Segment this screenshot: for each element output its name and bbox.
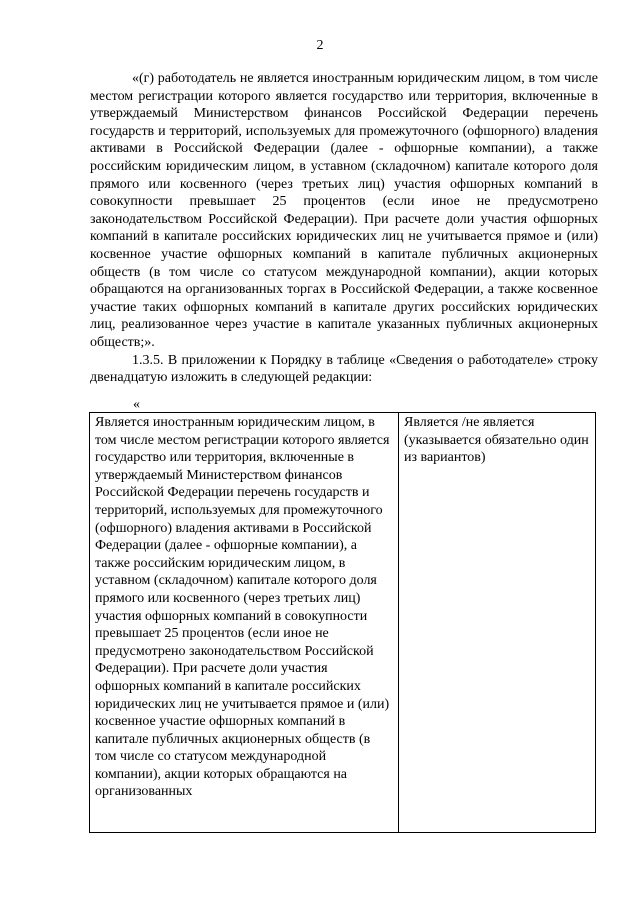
table-row bbox=[90, 413, 596, 833]
employer-info-table bbox=[89, 412, 596, 833]
document-body bbox=[90, 70, 598, 387]
paragraph-1-3-5: 1.3.5. В приложении к Порядку в таблице «Сведения о работодателе» строку двенадцатую изложить в следующей редакции: bbox=[90, 352, 598, 386]
table-cell-description: Является иностранным юридическим лицом, в том числе местом регистрации которого является государство или территория, включенные в утверждаемый Министерством финансов Российской Федерации перечень государств и территорий, используемых для промежуточного (офшорного) владения активами в Российской Федерации (далее - офшорные компании), а также российским юридическим лицом, в уставном (складочном) капитале которого доля прямого или косвенного (через третьих лиц) участия офшорных компаний в совокупности превышает 25 процентов (если иное не предусмотрено законодательством Российской Федерации). При расчете доли участия офшорных компаний в капитале российских юридических лиц не учитывается прямое и (или) косвенное участие офшорных компаний в капитале публичных акционерных обществ (в том числе со статусом международной компании), акции которых обращаются на организованных bbox=[90, 413, 399, 833]
table-cell-status: Является /не является (указывается обязательно один из вариантов) bbox=[399, 413, 596, 833]
page-number: 2 bbox=[316, 38, 324, 53]
paragraph-offshore-condition: «(г) работодатель не является иностранным юридическим лицом, в том числе местом регистрации которого является государство или территория, включенные в утверждаемый Министерством финансов Российской Федерации перечень государств и территорий, используемых для промежуточного (офшорного) владения активами в Российской Федерации (далее - офшорные компании), а также российским юридическим лицом, в уставном (складочном) капитале которого доля прямого или косвенного (через третьих лиц) участия офшорных компаний в совокупности превышает 25 процентов (если иное не предусмотрено законодательством Российской Федерации). При расчете доли участия офшорных компаний в капитале российских юридических лиц не учитывается прямое и (или) косвенное участие офшорных компаний в капитале публичных акционерных обществ (в том числе со статусом международной компании), акции которых обращаются на организованных торгах в Российской Федерации, а также косвенное участие таких офшорных компаний в капитале других российских юридических лиц, реализованное через участие в капитале указанных публичных акционерных обществ;». bbox=[90, 71, 598, 350]
opening-quote: « bbox=[133, 397, 140, 412]
